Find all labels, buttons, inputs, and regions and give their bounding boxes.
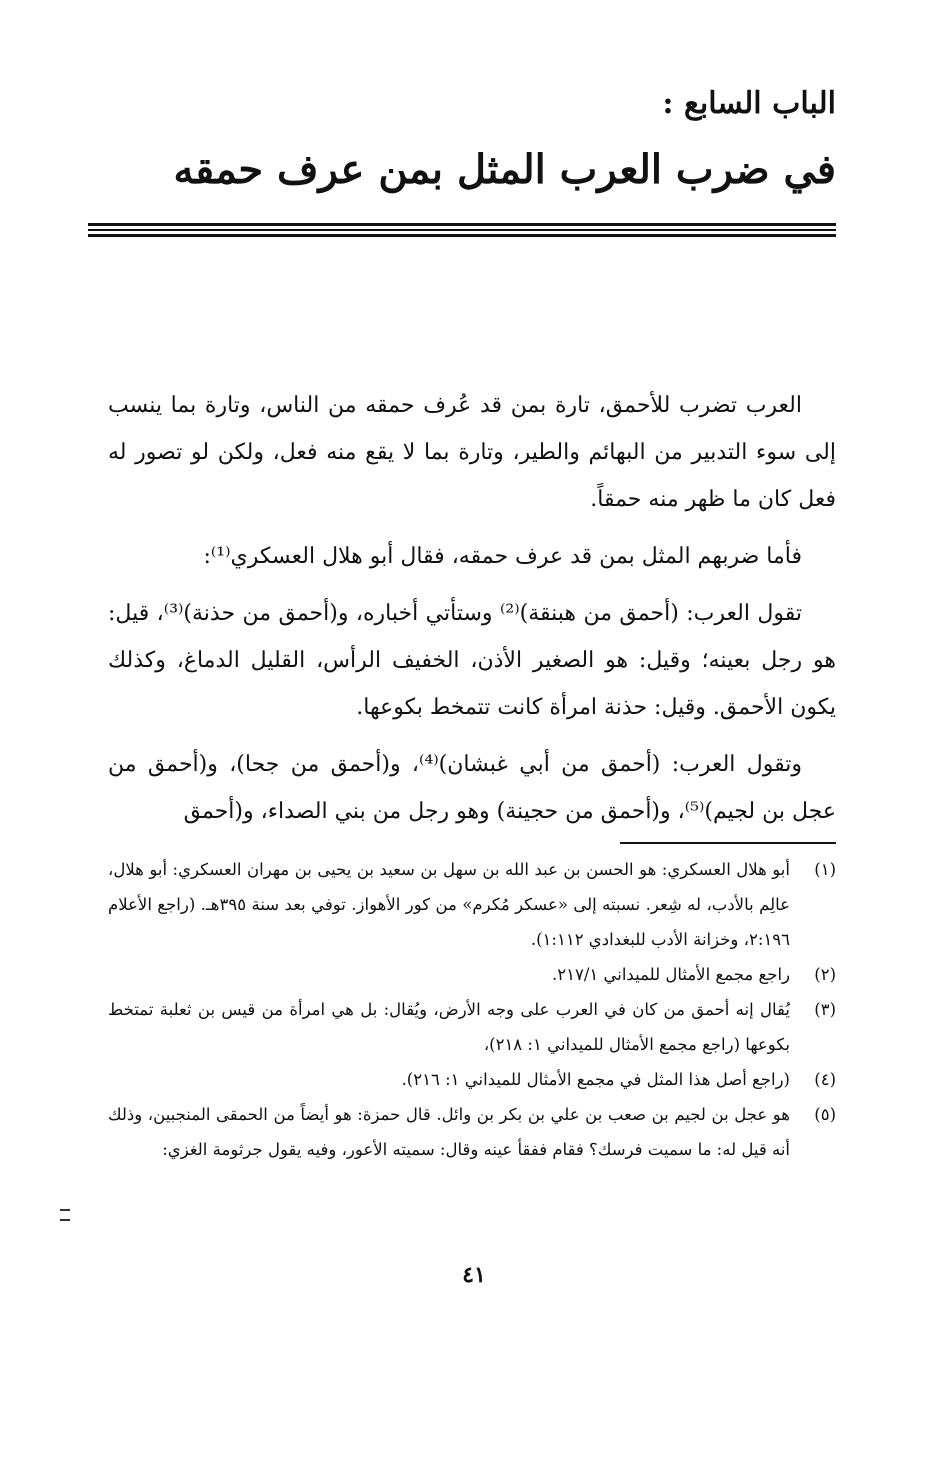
footnote-text: راجع مجمع الأمثال للميداني ٢١٧/١. [551,965,790,984]
footnotes-list [108,852,836,1167]
footnote-item [108,1062,836,1097]
footnote-number: (٣) [814,1000,836,1019]
title-rule-bottom [88,234,836,237]
footnote-separator [620,842,836,844]
body-paragraph: العرب تضرب للأحمق، تارة بمن قد عُرف حمقه من الناس، وتارة بما ينسب إلى سوء التدبير من البهائم والطير، وتارة بما لا يقع منه فعل، ولكن لو تصور له فعل كان ما ظهر منه حمقاً. [108,393,836,512]
body-text [108,382,836,845]
title-rule-middle [88,229,836,231]
title-rule-top [88,223,836,226]
footnote-number: (٢) [814,965,836,984]
footnote-number: (١) [814,860,836,879]
body-paragraph: فأما ضربهم المثل بمن قد عرف حمقه، فقال أبو هلال العسكري⁽¹⁾: [203,544,802,569]
footnote-text: (راجع أصل هذا المثل في مجمع الأمثال للميداني ١: ٢١٦). [401,1070,790,1089]
footnote-item [108,1097,836,1167]
footnote-item [108,957,836,992]
footnote-text: أبو هلال العسكري: هو الحسن بن عبد الله بن سهل بن سعيد بن يحيى بن مهران العسكري: أبو هلال، عالِم بالأدب، له شِعر. نسبته إلى «عسكر مُكرم» من كور الأهواز. توفي بعد سنة ٣٩٥هـ. (راجع الأعلام ٢:١٩٦، وخزانة الأدب للبغدادي ١:١١٢). [108,860,790,949]
footnote-number: (٥) [814,1105,836,1124]
footnote-text: يُقال إنه أحمق من كان في العرب على وجه الأرض، ويُقال: بل هي امرأة من قيس بن ثعلبة تمتخط بكوعها (راجع مجمع الأمثال للميداني ١: ٢١٨)، [108,1000,790,1054]
chapter-label: الباب السابع : [662,86,836,121]
footnote-item [108,852,836,957]
body-paragraph: وتقول العرب: (أحمق من أبي غبشان)⁽⁴⁾، و(أحمق من جحا)، و(أحمق من عجل بن لجيم)⁽⁵⁾، و(أحمق من حجينة) وهو رجل من بني الصداء، و(أحمق [108,752,836,824]
page-number: ٤١ [462,1262,486,1288]
footnote-text: هو عجل بن لجيم بن صعب بن علي بن بكر بن وائل. قال حمزة: هو أيضاً من الحمقى المنجبين، وذلك أنه قيل له: ما سميت فرسك؟ فقام ففقأ عينه وقال: سميته الأعور، وفيه يقول جرثومة الغزي: [108,1105,790,1159]
chapter-title: في ضرب العرب المثل بمن عرف حمقه [173,146,836,193]
continuation-mark [60,1209,70,1221]
footnote-item [108,992,836,1062]
footnote-number: (٤) [814,1070,836,1089]
body-paragraph: تقول العرب: (أحمق من هبنقة)⁽²⁾ وستأتي أخباره، و(أحمق من حذنة)⁽³⁾، قيل: هو رجل بعينه؛ وقيل: هو الصغير الأذن، الخفيف الرأس، القليل الدماغ، وكذلك يكون الأحمق. وقيل: حذنة امرأة كانت تتمخط بكوعها. [108,601,836,720]
